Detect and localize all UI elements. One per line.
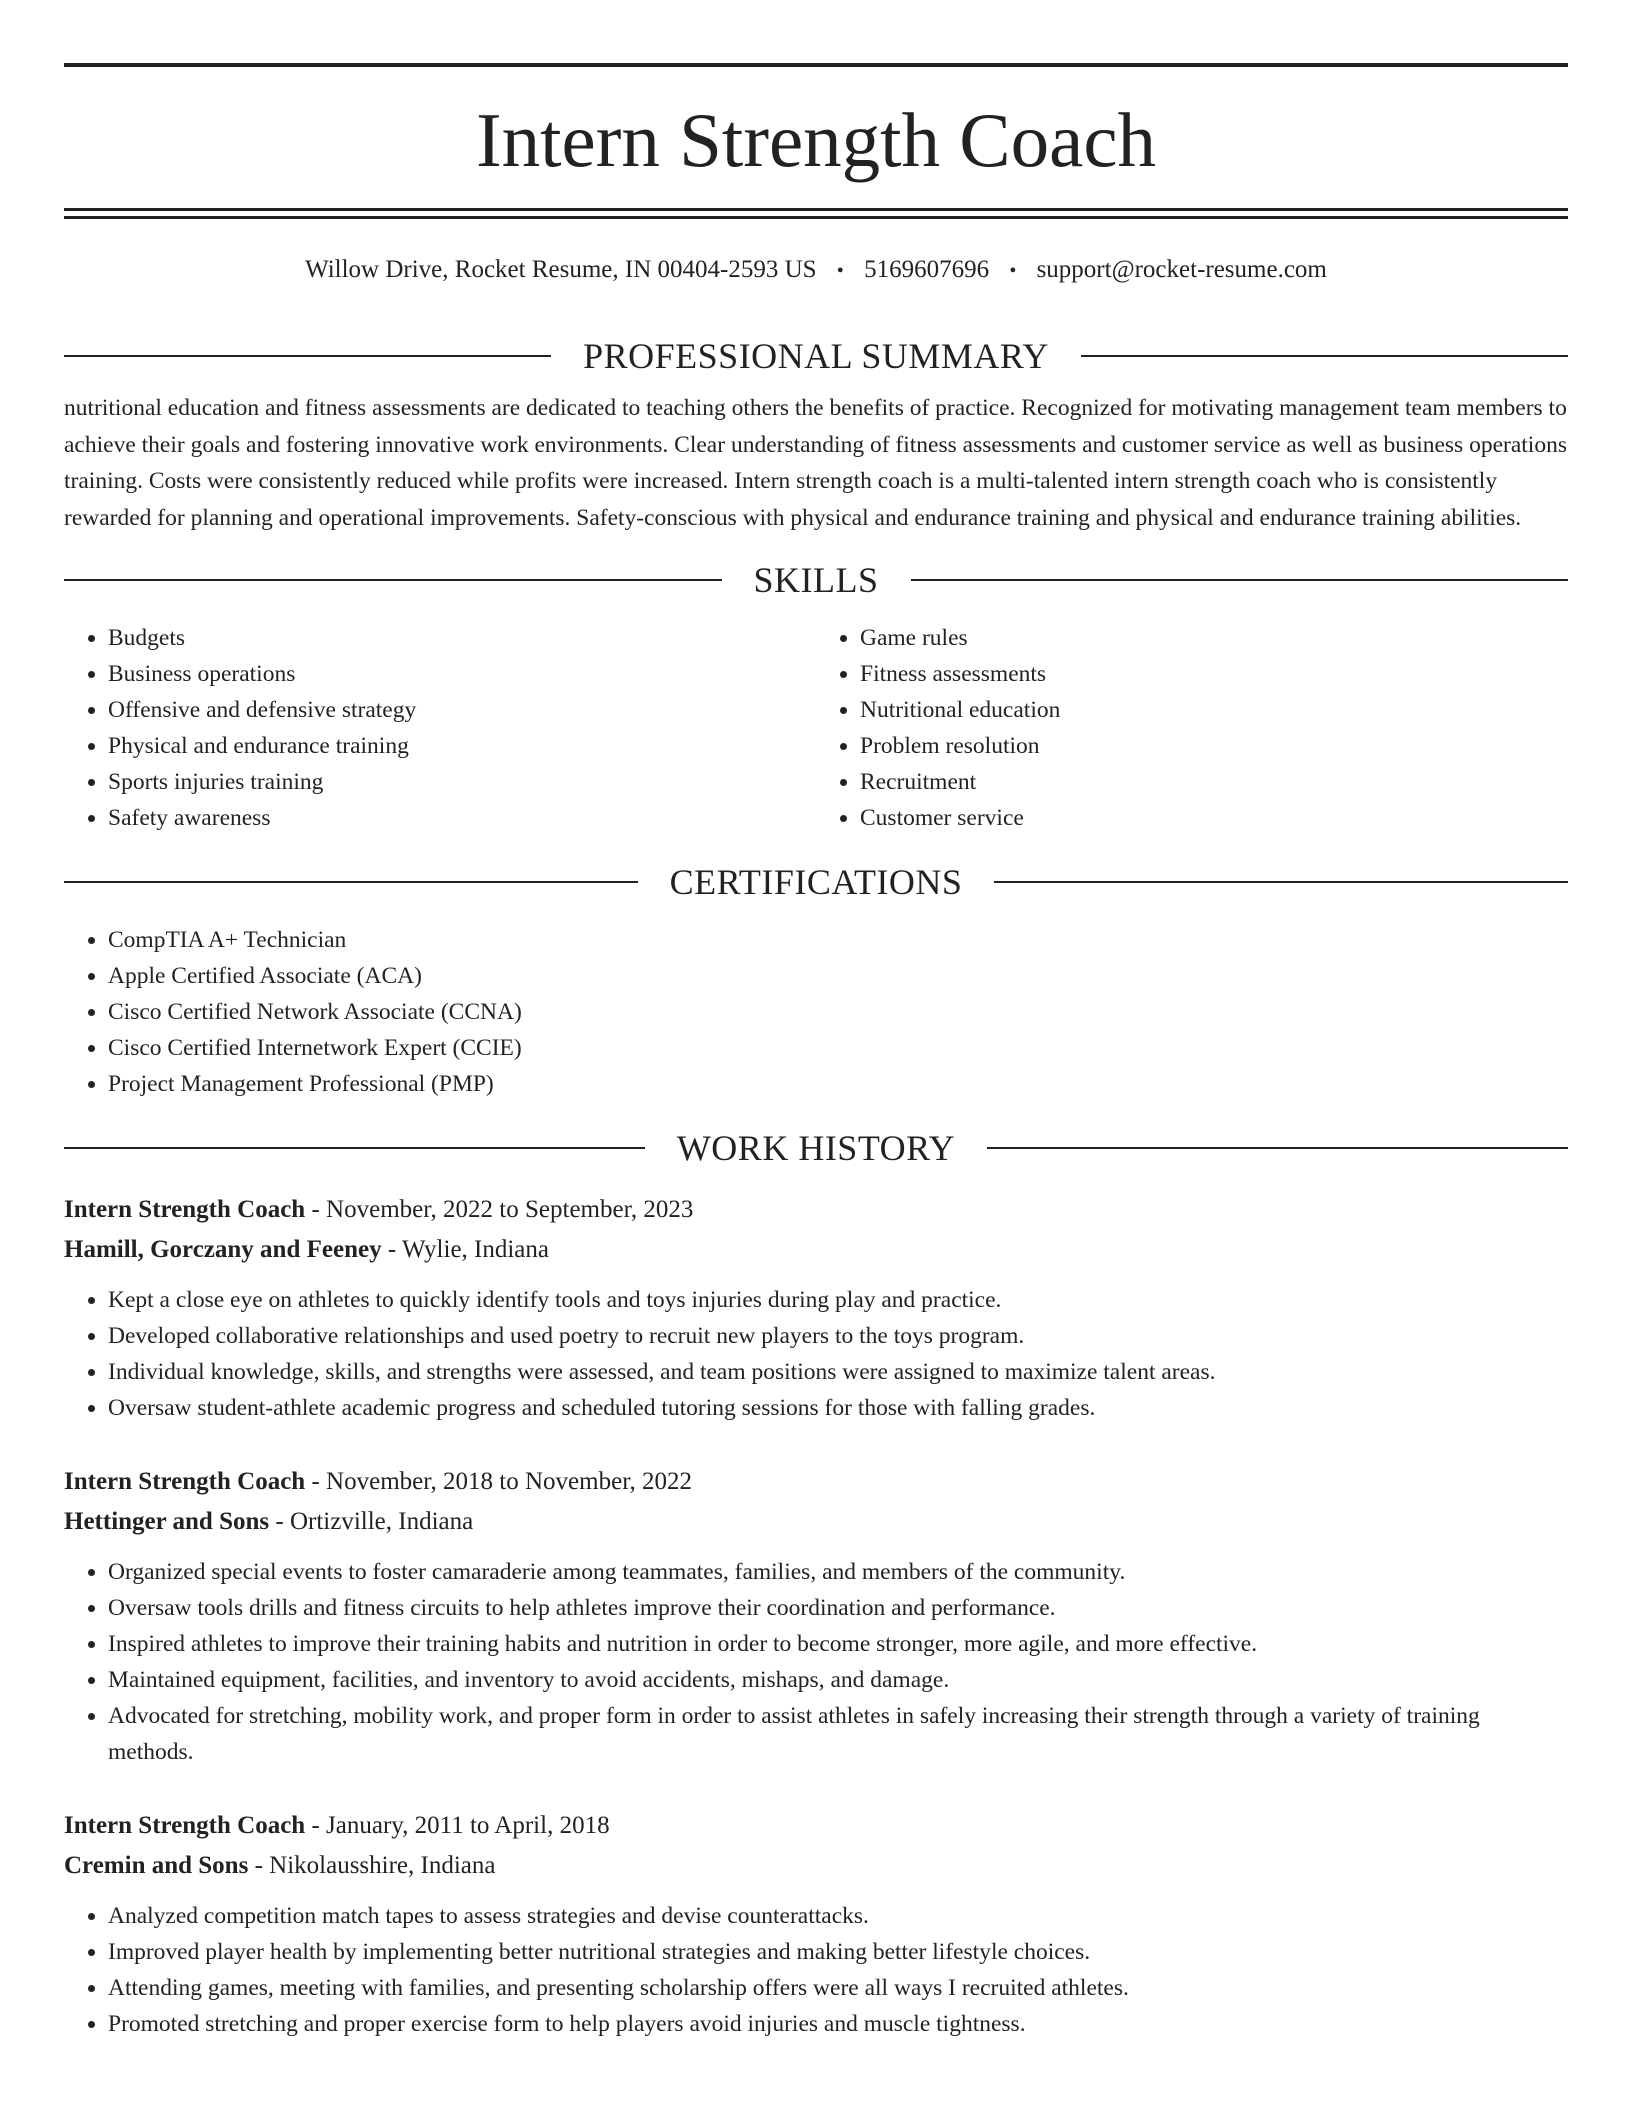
job-bullet: • Analyzed competition match tapes to assess strategies and devise counterattacks. xyxy=(108,1898,1568,1934)
job-title: Intern Strength Coach xyxy=(64,1196,306,1223)
skill-item: • Game rules xyxy=(860,620,1568,656)
heading-rule-left xyxy=(64,579,722,581)
job-bullet: • Inspired athletes to improve their training habits and nutrition in order to become stronger, more agile, and more effective. xyxy=(108,1626,1568,1662)
certification-item: • Cisco Certified Internetwork Expert (CCIE) xyxy=(108,1030,1568,1066)
job-company-line xyxy=(64,1502,1568,1542)
work-history-heading xyxy=(64,1122,1568,1174)
job-bullet: • Oversaw tools drills and fitness circuits to help athletes improve their coordination and performance. xyxy=(108,1590,1568,1626)
job-location: - Nikolausshire, Indiana xyxy=(248,1852,496,1879)
job-bullet: • Oversaw student-athlete academic progress and scheduled tutoring sessions for those with falling grades. xyxy=(108,1390,1568,1426)
skills-list-left xyxy=(64,620,816,836)
skill-item: • Safety awareness xyxy=(108,800,816,836)
job-dates: - January, 2011 to April, 2018 xyxy=(305,1812,610,1839)
job-entry xyxy=(64,1806,1568,2042)
skill-item: • Physical and endurance training xyxy=(108,728,816,764)
heading-rule-right xyxy=(911,579,1569,581)
skill-item: • Offensive and defensive strategy xyxy=(108,692,816,728)
job-entry xyxy=(64,1462,1568,1770)
job-title-line xyxy=(64,1190,1568,1230)
skill-item: • Sports injuries training xyxy=(108,764,816,800)
skills-columns xyxy=(64,620,1568,836)
summary-heading xyxy=(64,330,1568,382)
job-bullet: • Developed collaborative relationships and used poetry to recruit new players to the toys program. xyxy=(108,1318,1568,1354)
job-dates: - November, 2022 to September, 2023 xyxy=(305,1196,694,1223)
job-bullet: • Promoted stretching and proper exercise form to help players avoid injuries and muscle tightness. xyxy=(108,2006,1568,2042)
contact-phone: 5169607696 xyxy=(864,256,990,283)
job-location: - Ortizville, Indiana xyxy=(269,1508,474,1535)
certifications-list xyxy=(64,922,1568,1102)
heading-rule-left xyxy=(64,881,638,883)
job-location: - Wylie, Indiana xyxy=(381,1236,549,1263)
skills-column-left xyxy=(64,620,816,836)
job-company: Hamill, Gorczany and Feeney xyxy=(64,1236,382,1263)
contact-separator: • xyxy=(836,260,844,282)
job-bullet: • Individual knowledge, skills, and strengths were assessed, and team positions were assigned to maximize talent areas. xyxy=(108,1354,1568,1390)
skills-title: SKILLS xyxy=(753,560,879,600)
heading-rule-right xyxy=(1081,355,1568,357)
certifications-title: CERTIFICATIONS xyxy=(669,862,963,902)
skill-item: • Recruitment xyxy=(860,764,1568,800)
job-bullet: • Advocated for stretching, mobility work, and proper form in order to assist athletes in safely increasing their strength through a variety of training methods. xyxy=(108,1698,1568,1770)
certifications-heading xyxy=(64,856,1568,908)
job-company-line xyxy=(64,1846,1568,1886)
job-bullets xyxy=(64,1282,1568,1426)
skill-item: • Business operations xyxy=(108,656,816,692)
heading-rule-left xyxy=(64,355,551,357)
summary-title: PROFESSIONAL SUMMARY xyxy=(583,336,1049,376)
skills-list-right xyxy=(816,620,1568,836)
top-rule xyxy=(64,63,1568,67)
heading-rule-right xyxy=(987,1147,1568,1149)
job-bullet: • Maintained equipment, facilities, and inventory to avoid accidents, mishaps, and damage. xyxy=(108,1662,1568,1698)
job-dates: - November, 2018 to November, 2022 xyxy=(305,1468,693,1495)
skill-item: • Problem resolution xyxy=(860,728,1568,764)
job-bullet: • Kept a close eye on athletes to quickly identify tools and toys injuries during play and practice. xyxy=(108,1282,1568,1318)
skills-column-right xyxy=(816,620,1568,836)
skill-item: • Fitness assessments xyxy=(860,656,1568,692)
job-entry xyxy=(64,1190,1568,1426)
job-title-line xyxy=(64,1462,1568,1502)
job-title: Intern Strength Coach xyxy=(64,1468,306,1495)
header-rule-upper xyxy=(64,208,1568,211)
job-company-line xyxy=(64,1230,1568,1270)
skill-item: • Budgets xyxy=(108,620,816,656)
certification-item: • Project Management Professional (PMP) xyxy=(108,1066,1568,1102)
summary-text: nutritional education and fitness assessments are dedicated to teaching others the benefits of practice. Recognized for motivating management team members to achieve their goals and fostering innovative work environments. Clear understanding of fitness assessments and customer service as well as business operations training. Costs were consistently reduced while profits were increased. Intern strength coach is a multi-talented intern strength coach who is consistently rewarded for planning and operational improvements. Safety-conscious with physical and endurance training and physical and endurance training abilities. xyxy=(64,395,1567,531)
job-bullet: • Improved player health by implementing better nutritional strategies and making better lifestyle choices. xyxy=(108,1934,1568,1970)
job-company: Cremin and Sons xyxy=(64,1852,249,1879)
job-bullet: • Organized special events to foster camaraderie among teammates, families, and members of the community. xyxy=(108,1554,1568,1590)
contact-separator: • xyxy=(1009,260,1017,282)
heading-rule-right xyxy=(994,881,1568,883)
job-company: Hettinger and Sons xyxy=(64,1508,270,1535)
contact-email: support@rocket-resume.com xyxy=(1036,256,1327,283)
candidate-name: Intern Strength Coach xyxy=(476,97,1156,183)
resume-body xyxy=(64,330,1568,2042)
job-title-line xyxy=(64,1806,1568,1846)
certification-item: • Cisco Certified Network Associate (CCNA) xyxy=(108,994,1568,1030)
contact-line xyxy=(64,254,1568,287)
contact-address: Willow Drive, Rocket Resume, IN 00404-2593 US xyxy=(305,256,817,283)
skills-heading xyxy=(64,554,1568,606)
heading-rule-left xyxy=(64,1147,645,1149)
skill-item: • Customer service xyxy=(860,800,1568,836)
certification-item: • Apple Certified Associate (ACA) xyxy=(108,958,1568,994)
job-title: Intern Strength Coach xyxy=(64,1812,306,1839)
work-history-title: WORK HISTORY xyxy=(676,1128,956,1168)
skill-item: • Nutritional education xyxy=(860,692,1568,728)
certification-item: • CompTIA A+ Technician xyxy=(108,922,1568,958)
job-bullets xyxy=(64,1898,1568,2042)
job-bullet: • Attending games, meeting with families, and presenting scholarship offers were all ways I recruited athletes. xyxy=(108,1970,1568,2006)
header-rule-lower xyxy=(64,216,1568,219)
job-bullets xyxy=(64,1554,1568,1770)
